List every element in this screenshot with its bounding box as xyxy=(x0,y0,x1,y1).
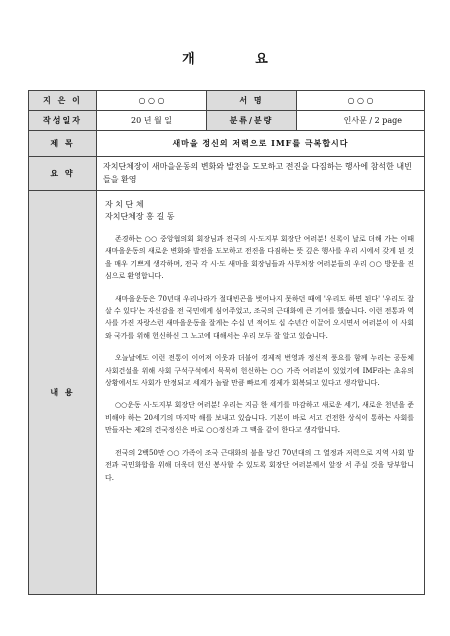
content-paragraph: 새마을운동은 70년대 우리나라가 절대빈곤을 벗어나지 못하던 때에 '우리도 하면 된다' '우리도 잘 살 수 있다'는 자신감을 전 국민에게 심어주었고, 조국의 근대화에 큰 기여를 했습니다. 이런 전통과 역사를 가진 자랑스런 새마을운동을 잘게는 수십 년 적어도 십 수년간 이끌어 오시면서 여러분이 이 사회와 국가를 위해 헌신하신 그 노고에 대해서는 우리 모두 잘 알고 있습니다. xyxy=(105,294,414,340)
signer-name: 자치단체장 홍 길 동 xyxy=(105,212,175,221)
category-label: 분류/분량 xyxy=(207,111,297,131)
position-label: 서 명 xyxy=(207,91,297,111)
content-paragraph: ○○운동 시·도지부 회장단 여러분! 우리는 지금 한 세기를 마감하고 새로운 세기, 새로운 천년을 준비해야 하는 20세기의 마지막 해를 보내고 있습니다. 기본이 바로 서고 건전한 상식이 통하는 사회를 만들자는 제2의 건국정신은 바로 ○○정신과 그 맥을 같이 한다고 생각합니다. xyxy=(105,401,414,435)
category-value: 인사문 / 2 page xyxy=(297,111,425,131)
subject-value: 새마을 정신의 저력으로 IMF를 극복합시다 xyxy=(97,131,425,157)
date-row xyxy=(29,111,425,131)
author-value: ○ ○ ○ xyxy=(97,91,207,111)
document-summary-form xyxy=(28,90,425,595)
content-paragraph: 오늘날에도 이런 전통이 이어져 이웃과 더불어 경제적 번영과 정신적 풍요를 함께 누리는 공동체 사회건설을 위해 사회 구석구석에서 묵묵히 헌신하는 ○○ 가족 여러분이 있었기에 IMF라는 초유의 상황에서도 사회가 안정되고 세계가 놀랄 만큼 빠르게 경제가 회복되고 있다고 생각합니다. xyxy=(105,354,414,388)
date-label: 작성일자 xyxy=(29,111,97,131)
content-row xyxy=(29,191,425,595)
summary-row xyxy=(29,157,425,191)
position-value: ○ ○ ○ xyxy=(297,91,425,111)
content-paragraph: 존경하는 ○○ 중앙협의회 회장님과 전국의 시·도지부 회장단 여러분! 신록이 날로 더해 가는 이때 새마을운동의 새로운 변화와 발전을 도모하고 전진을 다짐하는 뜻 깊은 행사를 우리 시에서 갖게 된 것을 매우 기쁘게 생각하며, 전국 각 시·도 새마을 회장님들과 사무처장 여러분들의 우리 ○○ 방문을 진심으로 환영합니다. xyxy=(105,235,414,281)
content-label: 내 용 xyxy=(29,191,97,595)
date-value: 20 년 월 일 xyxy=(97,111,207,131)
author-label: 지 은 이 xyxy=(29,91,97,111)
organization-name: 자 치 단 체 xyxy=(105,200,144,209)
author-row xyxy=(29,91,425,111)
page-title: 개 요 xyxy=(182,52,296,67)
subject-label: 제 목 xyxy=(29,131,97,157)
summary-value: 자치단체장이 새마을운동의 변화와 발전을 도모하고 전진을 다짐하는 행사에 참석한 내빈들을 환영 xyxy=(97,157,425,191)
summary-label: 요 약 xyxy=(29,157,97,191)
content-paragraph: 전국의 2백50만 ○○ 가족이 조국 근대화의 불을 당긴 70년대의 그 열정과 저력으로 지역 사회 발전과 국민화합을 위해 더욱더 헌신 봉사할 수 있도록 회장단 여러분께서 앞장 서 주실 것을 당부합니다. xyxy=(105,448,414,482)
content-body xyxy=(97,191,425,595)
subject-row xyxy=(29,131,425,157)
